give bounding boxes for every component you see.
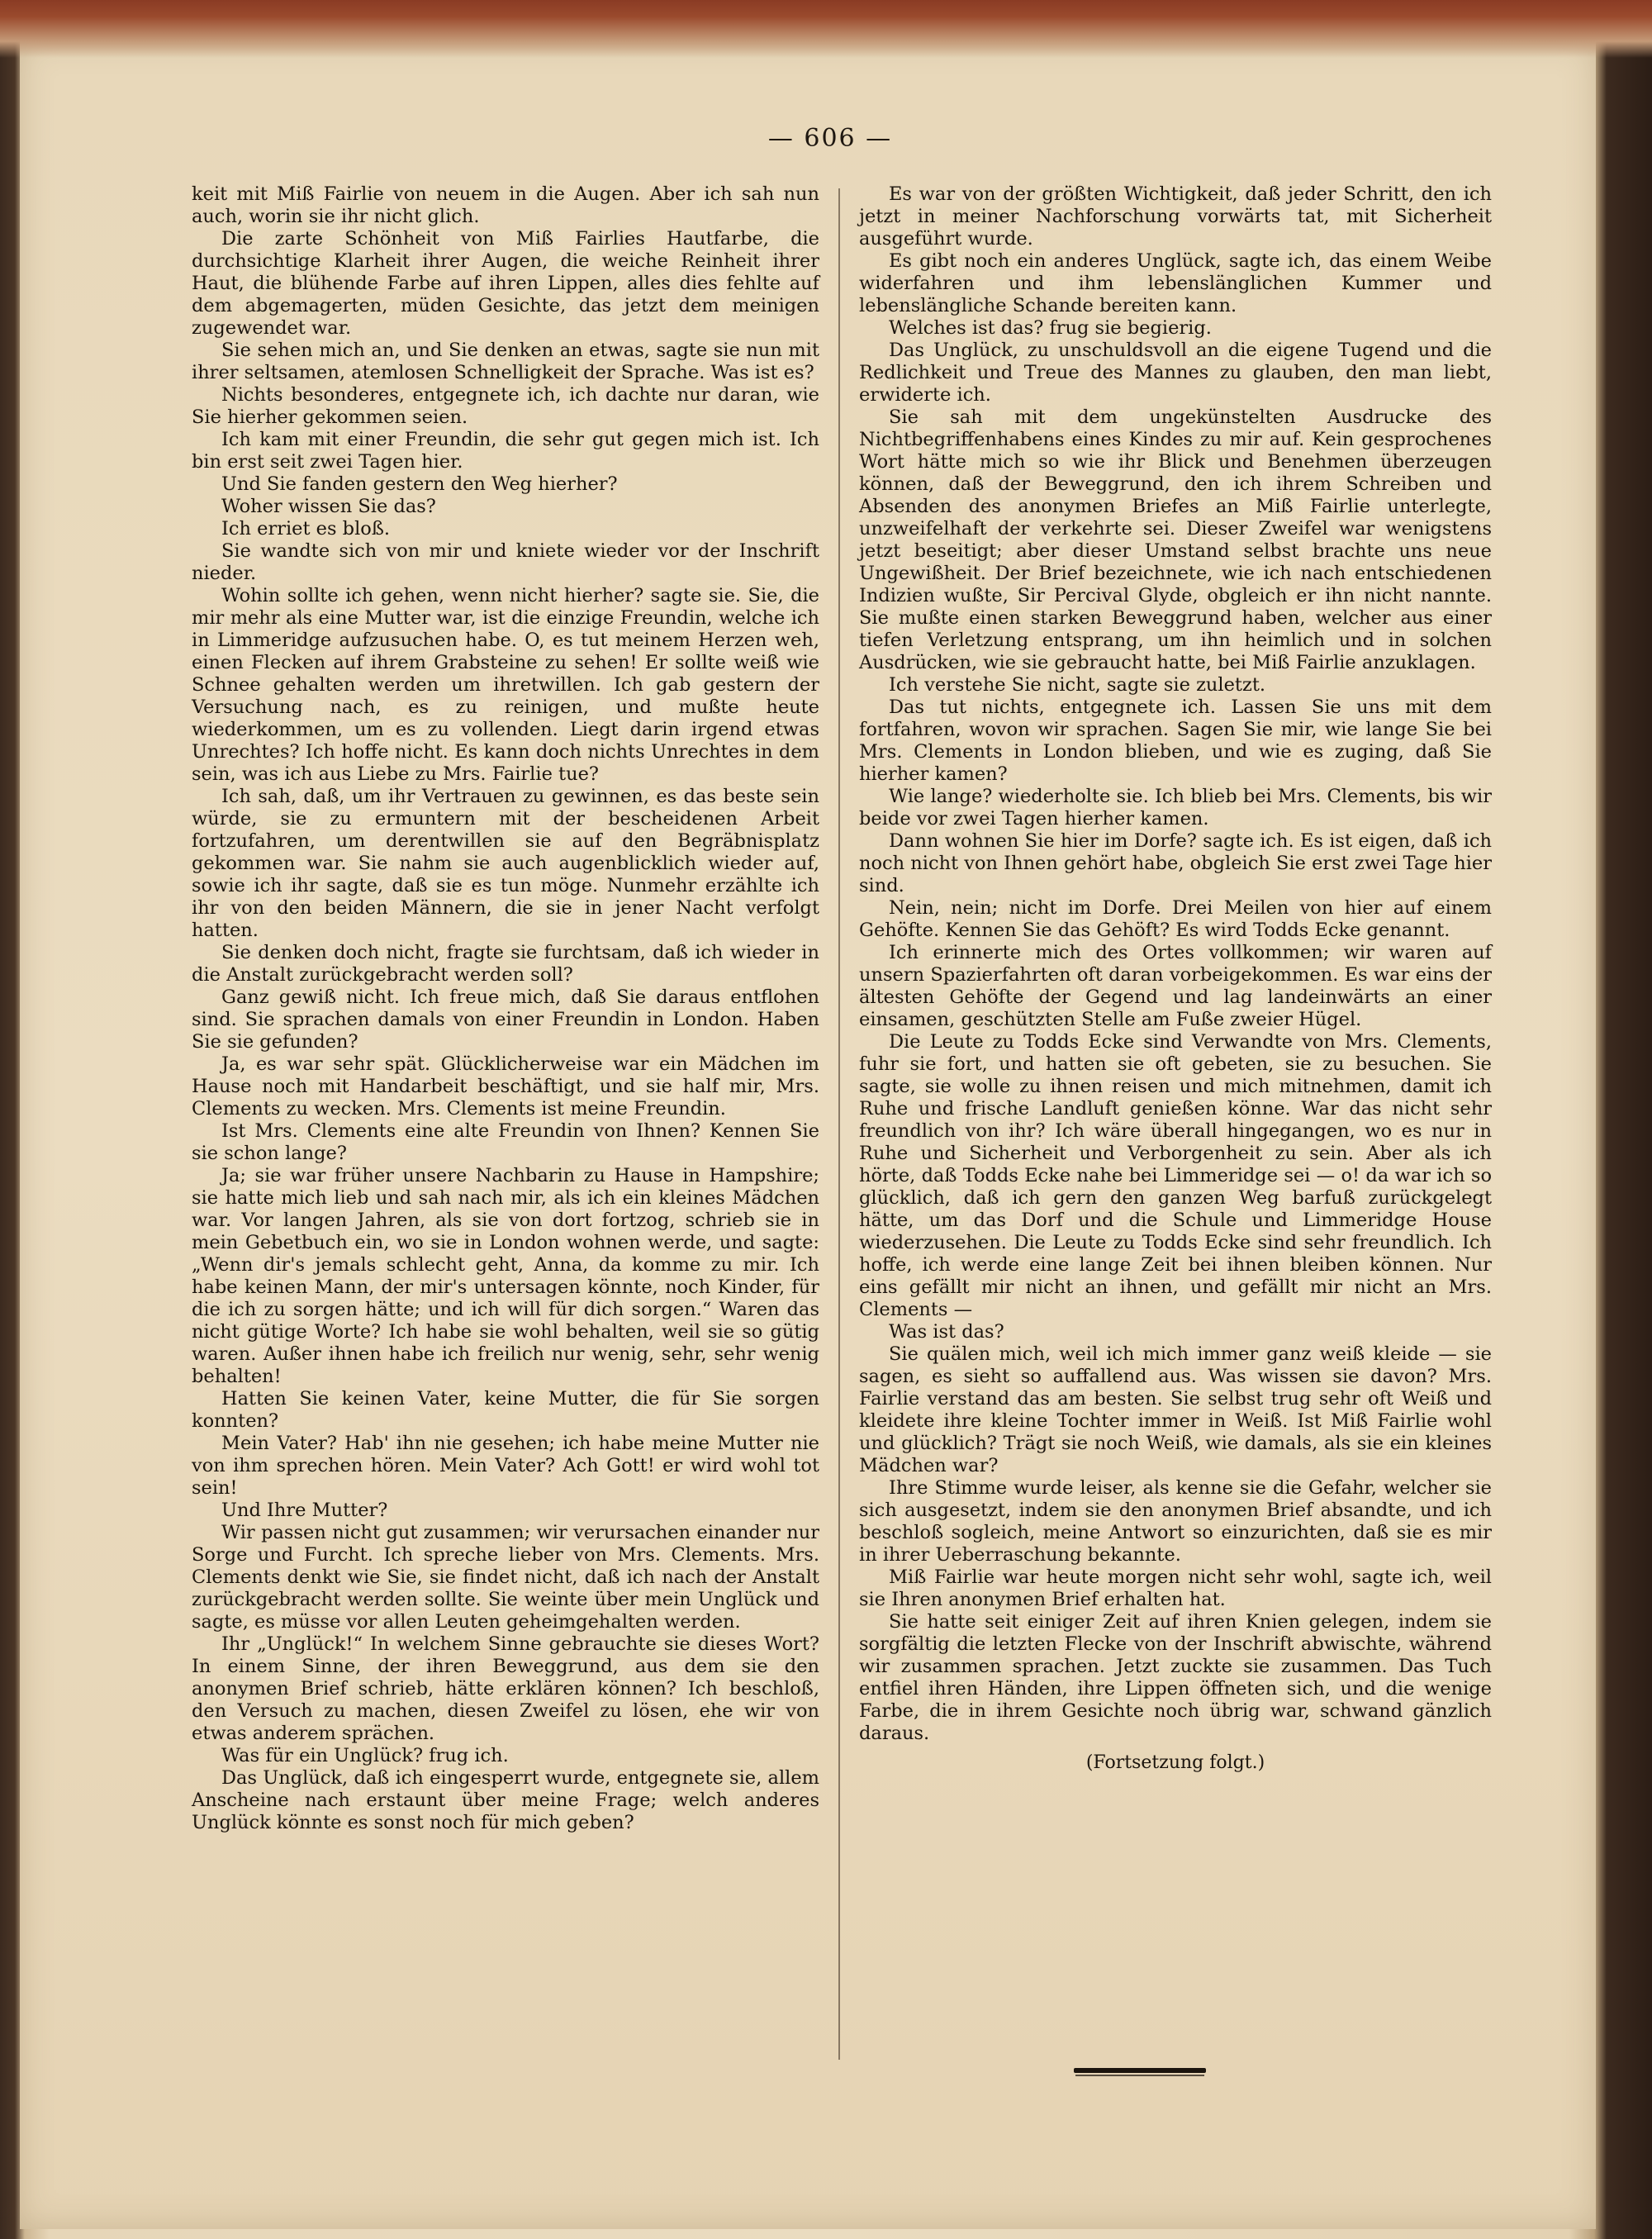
paragraph: Ich sah, daß, um ihr Vertrauen zu gewinnen, es das beste sein würde, sie zu ermuntern mit der bescheidenen Arbeit fortzufahren, um derentwillen sie auf den Begräbnisplatz gekommen war. Sie nahm sie auch augenblicklich wieder auf, sowie ich ihr sagte, daß sie es tun möge. Nunmehr erzählte ich ihr von den beiden Männern, die sie in jener Nacht verfolgt hatten. [192, 786, 819, 941]
paragraph: Sie sah mit dem ungekünstelten Ausdrucke des Nichtbegriffenhabens eines Kindes zu mir auf. Kein gesprochenes Wort hätte mich so wie ihr Blick und Benehmen überzeugen können, daß der Beweggrund, den ich ihrem Schreiben und Absenden des anonymen Briefes an Miß Fairlie unterlegte, unzweifelhaft der verkehrte sei. Dieser Zweifel war wenigstens jetzt beseitigt; aber dieser Umstand selbst brachte uns neue Ungewißheit. Der Brief bezeichnete, wie ich nach entschiedenen Indizien wußte, Sir Percival Glyde, obgleich er ihn nicht nannte. Sie mußte einen starken Beweggrund haben, welcher aus einer tiefen Verletzung entsprang, um ihn heimlich und in solchen Ausdrücken, wie sie gebraucht hatte, bei Miß Fairlie anzuklagen. [859, 406, 1492, 673]
left-column [192, 183, 819, 1834]
paragraph: Wohin sollte ich gehen, wenn nicht hierher? sagte sie. Sie, die mir mehr als eine Mutter war, ist die einzige Freundin, welche ich in Limmeridge aufzusuchen habe. O, es tut meinem Herzen weh, einen Flecken auf ihrem Grabsteine zu sehen! Er sollte weiß wie Schnee gehalten werden um ihretwillen. Ich gab gestern der Versuchung nach, es zu reinigen, und mußte heute wiederkommen, um es zu vollenden. Liegt darin irgend etwas Unrechtes? Ich hoffe nicht. Es kann doch nichts Unrechtes in dem sein, was ich aus Liebe zu Mrs. Fairlie tue? [192, 585, 819, 785]
paragraph: Ich erinnerte mich des Ortes vollkommen; wir waren auf unsern Spazierfahrten oft daran vorbeigekommen. Es war eins der ältesten Gehöfte der Gegend und lag landeinwärts an einer einsamen, geschützten Stelle am Fuße zweier Hügel. [859, 942, 1492, 1030]
paragraph: Und Sie fanden gestern den Weg hierher? [221, 473, 618, 495]
paragraph: Es war von der größten Wichtigkeit, daß jeder Schritt, den ich jetzt in meiner Nachforschung vorwärts tat, mit Sicherheit ausgeführt wurde. [859, 183, 1492, 250]
paragraph: Und Ihre Mutter? [221, 1500, 388, 1521]
paragraph: Miß Fairlie war heute morgen nicht sehr wohl, sagte ich, weil sie Ihren anonymen Brief erhalten hat. [859, 1566, 1492, 1610]
paragraph: Ganz gewiß nicht. Ich freue mich, daß Sie daraus entflohen sind. Sie sprachen damals von einer Freundin in London. Haben Sie sie gefunden? [192, 986, 819, 1053]
right-column [859, 183, 1492, 1774]
paragraph: Ja; sie war früher unsere Nachbarin zu Hause in Hampshire; sie hatte mich lieb und sah nach mir, als ich ein kleines Mädchen war. Vor langen Jahren, als sie von dort fortzog, schrieb sie in mein Gebetbuch ein, wo sie in London wohnen werde, und sagte: „Wenn dir's jemals schlecht geht, Anna, da komme zu mir. Ich habe keinen Mann, der mir's untersagen könnte, noch Kinder, für die ich zu sorgen hätte; und ich will für dich sorgen.“ Waren das nicht gütige Worte? Ich habe sie wohl behalten, weil sie so gütig waren. Außer ihnen habe ich freilich nur wenig, sehr, sehr wenig behalten! [192, 1165, 819, 1387]
paragraph: Ich kam mit einer Freundin, die sehr gut gegen mich ist. Ich bin erst seit zwei Tagen hier. [192, 429, 819, 473]
paragraph: Wir passen nicht gut zusammen; wir verursachen einander nur Sorge und Furcht. Ich spreche lieber von Mrs. Clements. Mrs. Clements denkt wie Sie, sie findet nicht, daß ich nach der Anstalt zurückgebracht werden sollte. Sie weinte über mein Unglück und sagte, es müsse vor allen Leuten geheimgehalten werden. [192, 1522, 819, 1633]
paragraph: Die zarte Schönheit von Miß Fairlies Hautfarbe, die durchsichtige Klarheit ihrer Augen, die weiche Reinheit ihrer Haut, die blühende Farbe auf ihren Lippen, alles dies fehlte auf dem abgemagerten, müden Gesichte, das jetzt dem meinigen zugewendet war. [192, 228, 819, 339]
paragraph: Dann wohnen Sie hier im Dorfe? sagte ich. Es ist eigen, daß ich noch nicht von Ihnen gehört habe, obgleich Sie erst zwei Tage hier sind. [859, 830, 1492, 896]
page-top-edge [0, 0, 1652, 58]
paragraph: Ihr „Unglück!“ In welchem Sinne gebrauchte sie dieses Wort? In einem Sinne, der ihren Beweggrund, aus dem sie den anonymen Brief schrieb, hätte erklären können? Ich beschloß, den Versuch zu machen, diesen Zweifel zu lösen, ehe wir von etwas anderem sprächen. [192, 1633, 819, 1744]
paragraph: Mein Vater? Hab' ihn nie gesehen; ich habe meine Mutter nie von ihm sprechen hören. Mein Vater? Ach Gott! er wird wohl tot sein! [192, 1433, 819, 1499]
paragraph: Woher wissen Sie das? [221, 496, 436, 517]
paragraph: Ihre Stimme wurde leiser, als kenne sie die Gefahr, welcher sie sich ausgesetzt, indem sie den anonymen Brief absandte, und ich beschloß sogleich, meine Antwort so einzurichten, daß sie es mir in ihrer Ueberraschung bekannte. [859, 1477, 1492, 1566]
paragraph: Nein, nein; nicht im Dorfe. Drei Meilen von hier auf einem Gehöfte. Kennen Sie das Gehöft? Es wird Todds Ecke genannt. [859, 897, 1492, 941]
paragraph: Das Unglück, daß ich eingesperrt wurde, entgegnete sie, allem Anscheine nach erstaunt über meine Frage; welch anderes Unglück könnte es sonst noch für mich geben? [192, 1767, 819, 1833]
paragraph: Ja, es war sehr spät. Glücklicherweise war ein Mädchen im Hause noch mit Handarbeit beschäftigt, und sie half mir, Mrs. Clements zu wecken. Mrs. Clements ist meine Freundin. [192, 1053, 819, 1120]
paragraph: Sie hatte seit einiger Zeit auf ihren Knien gelegen, indem sie sorgfältig die letzten Flecke von der Inschrift abwischte, während wir zusammen sprachen. Jetzt zuckte sie zusammen. Das Tuch entfiel ihren Händen, ihre Lippen öffneten sich, und die wenige Farbe, die in ihrem Gesichte noch übrig war, schwand gänzlich daraus. [859, 1611, 1492, 1744]
paragraph: Sie sehen mich an, und Sie denken an etwas, sagte sie nun mit ihrer seltsamen, atemlosen Schnelligkeit der Sprache. Was ist es? [192, 340, 819, 383]
paragraph: Sie quälen mich, weil ich mich immer ganz weiß kleide — sie sagen, es sieht so auffallend aus. Was wissen sie davon? Mrs. Fairlie verstand das am besten. Sie selbst trug sehr oft Weiß und kleidete ihre kleine Tochter immer in Weiß. Ist Miß Fairlie wohl und glücklich? Trägt sie noch Weiß, wie damals, als sie ein kleines Mädchen war? [859, 1343, 1492, 1476]
paragraph: Die Leute zu Todds Ecke sind Verwandte von Mrs. Clements, fuhr sie fort, und hatten sie oft gebeten, sie zu besuchen. Sie sagte, sie wolle zu ihnen reisen und mich mitnehmen, damit ich Ruhe und frische Landluft genießen könne. War das nicht sehr freundlich von ihr? Ich wäre überall hingegangen, wo es nur in Ruhe und Sicherheit und Verborgenheit zu sein. Aber als ich hörte, daß Todds Ecke nahe bei Limmeridge sei — o! da war ich so glücklich, daß ich gern den ganzen Weg barfuß zurückgelegt hätte, um das Dorf und die Schule und Limmeridge House wiederzusehen. Die Leute zu Todds Ecke sind sehr freundlich. Ich hoffe, ich werde eine lange Zeit bei ihnen bleiben können. Nur eins gefällt mir nicht an ihnen, und gefällt mir nicht an Mrs. Clements — [859, 1031, 1492, 1320]
paragraph: keit mit Miß Fairlie von neuem in die Augen. Aber ich sah nun auch, worin sie ihr nicht glich. [192, 183, 819, 227]
column-divider [838, 188, 840, 2060]
paragraph: Nichts besonderes, entgegnete ich, ich dachte nur daran, wie Sie hierher gekommen seien. [192, 384, 819, 428]
paragraph: Sie denken doch nicht, fragte sie furchtsam, daß ich wieder in die Anstalt zurückgebracht werden soll? [192, 942, 819, 986]
paragraph: Das Unglück, zu unschuldsvoll an die eigene Tugend und die Redlichkeit und Treue des Mannes zu glauben, den man liebt, erwiderte ich. [859, 340, 1492, 406]
paragraph: Was für ein Unglück? frug ich. [221, 1745, 509, 1766]
paragraph: Ich verstehe Sie nicht, sagte sie zuletzt. [889, 674, 1266, 696]
paragraph: Ist Mrs. Clements eine alte Freundin von Ihnen? Kennen Sie sie schon lange? [192, 1120, 819, 1164]
end-rule [1074, 2068, 1206, 2073]
paragraph: Es gibt noch ein anderes Unglück, sagte ich, das einem Weibe widerfahren und ihm lebenslänglichen Kummer und lebenslängliche Schande bereiten kann. [859, 250, 1492, 316]
paragraph: Sie wandte sich von mir und kniete wieder vor der Inschrift nieder. [192, 540, 819, 584]
paragraph: Ich erriet es bloß. [221, 518, 391, 540]
paragraph: Welches ist das? frug sie begierig. [889, 317, 1212, 339]
end-rule-thin [1075, 2075, 1204, 2076]
continuation-note: (Fortsetzung folgt.) [1085, 1752, 1265, 1773]
paragraph: Was ist das? [889, 1321, 1004, 1343]
page-number: — 606 — [767, 124, 893, 153]
paragraph: Hatten Sie keinen Vater, keine Mutter, die für Sie sorgen konnten? [192, 1388, 819, 1432]
paragraph: Das tut nichts, entgegnete ich. Lassen Sie uns mit dem fortfahren, wovon wir sprachen. Sagen Sie mir, wie lange Sie bei Mrs. Clements in London blieben, und wie es zuging, daß Sie hierher kamen? [859, 696, 1492, 785]
paragraph: Wie lange? wiederholte sie. Ich blieb bei Mrs. Clements, bis wir beide vor zwei Tagen hierher kamen. [859, 786, 1492, 830]
